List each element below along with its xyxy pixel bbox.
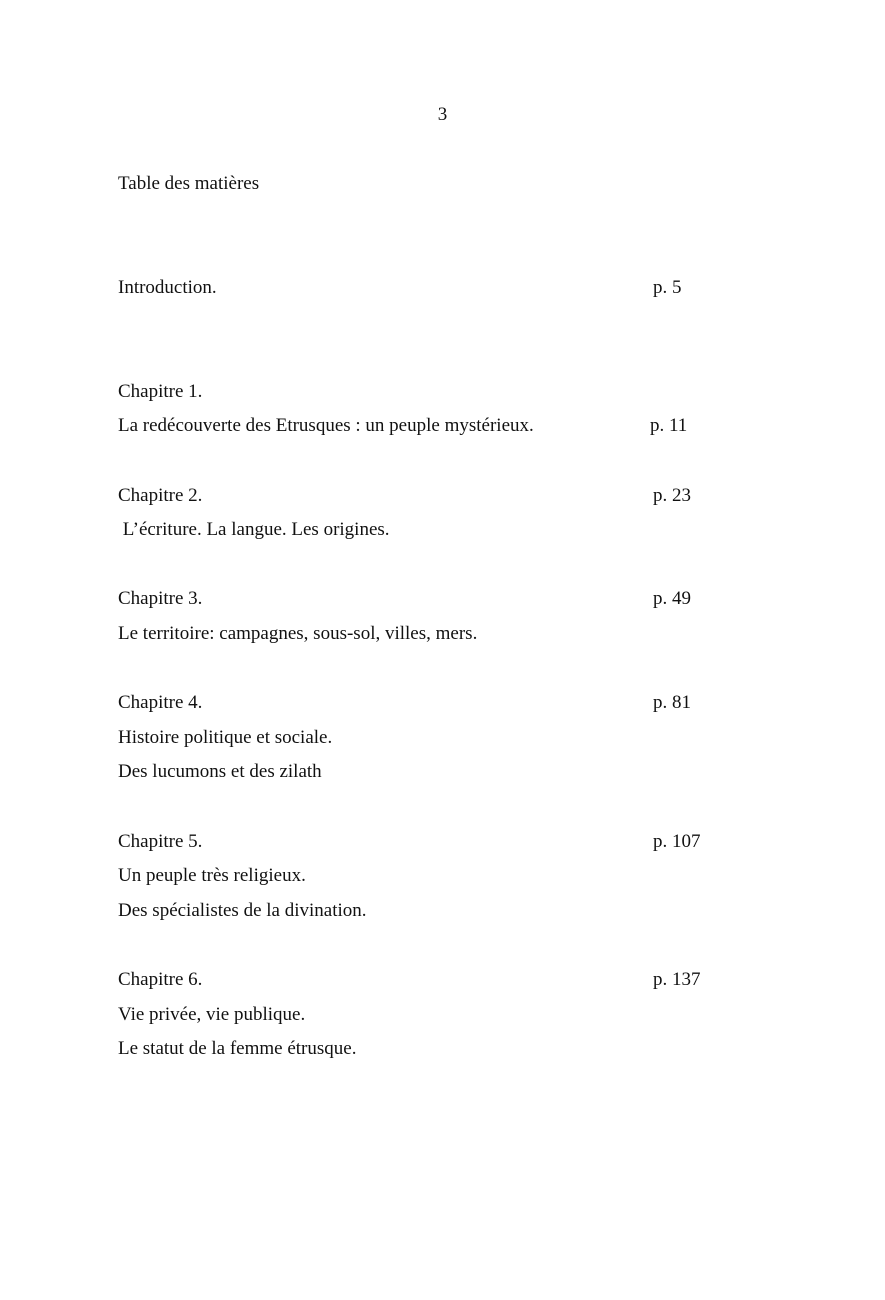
- chapter-page: p. 11: [650, 415, 688, 436]
- chapter-title-line: Histoire politique et sociale.: [118, 727, 333, 748]
- toc-entry-label: Introduction.: [118, 277, 217, 298]
- chapter-title-line: Vie privée, vie publique.: [118, 1004, 306, 1025]
- chapter-page: p. 137: [653, 969, 701, 990]
- chapter-title-line: Le territoire: campagnes, sous-sol, villes, mers.: [118, 623, 478, 644]
- toc-title: Table des matières: [118, 173, 260, 194]
- chapter-title-line: L’écriture. La langue. Les origines.: [118, 519, 390, 540]
- chapter-title-line: Des spécialistes de la divination.: [118, 900, 367, 921]
- chapter-title-line: Un peuple très religieux.: [118, 865, 306, 886]
- chapter-page: p. 107: [653, 831, 701, 852]
- page-number: 3: [437, 104, 448, 125]
- chapter-label: Chapitre 2.: [118, 485, 203, 506]
- chapter-label: Chapitre 6.: [118, 969, 203, 990]
- chapter-title-line: Le statut de la femme étrusque.: [118, 1038, 357, 1059]
- chapter-label: Chapitre 3.: [118, 588, 203, 609]
- chapter-label: Chapitre 1.: [118, 381, 203, 402]
- chapter-page: p. 81: [653, 692, 691, 713]
- chapter-label: Chapitre 4.: [118, 692, 203, 713]
- chapter-page: p. 49: [653, 588, 691, 609]
- chapter-title-line: La redécouverte des Etrusques : un peuple mystérieux.: [118, 415, 534, 436]
- toc-entry-page: p. 5: [653, 277, 682, 298]
- chapter-label: Chapitre 5.: [118, 831, 203, 852]
- chapter-title-line: Des lucumons et des zilath: [118, 761, 322, 782]
- chapter-page: p. 23: [653, 485, 691, 506]
